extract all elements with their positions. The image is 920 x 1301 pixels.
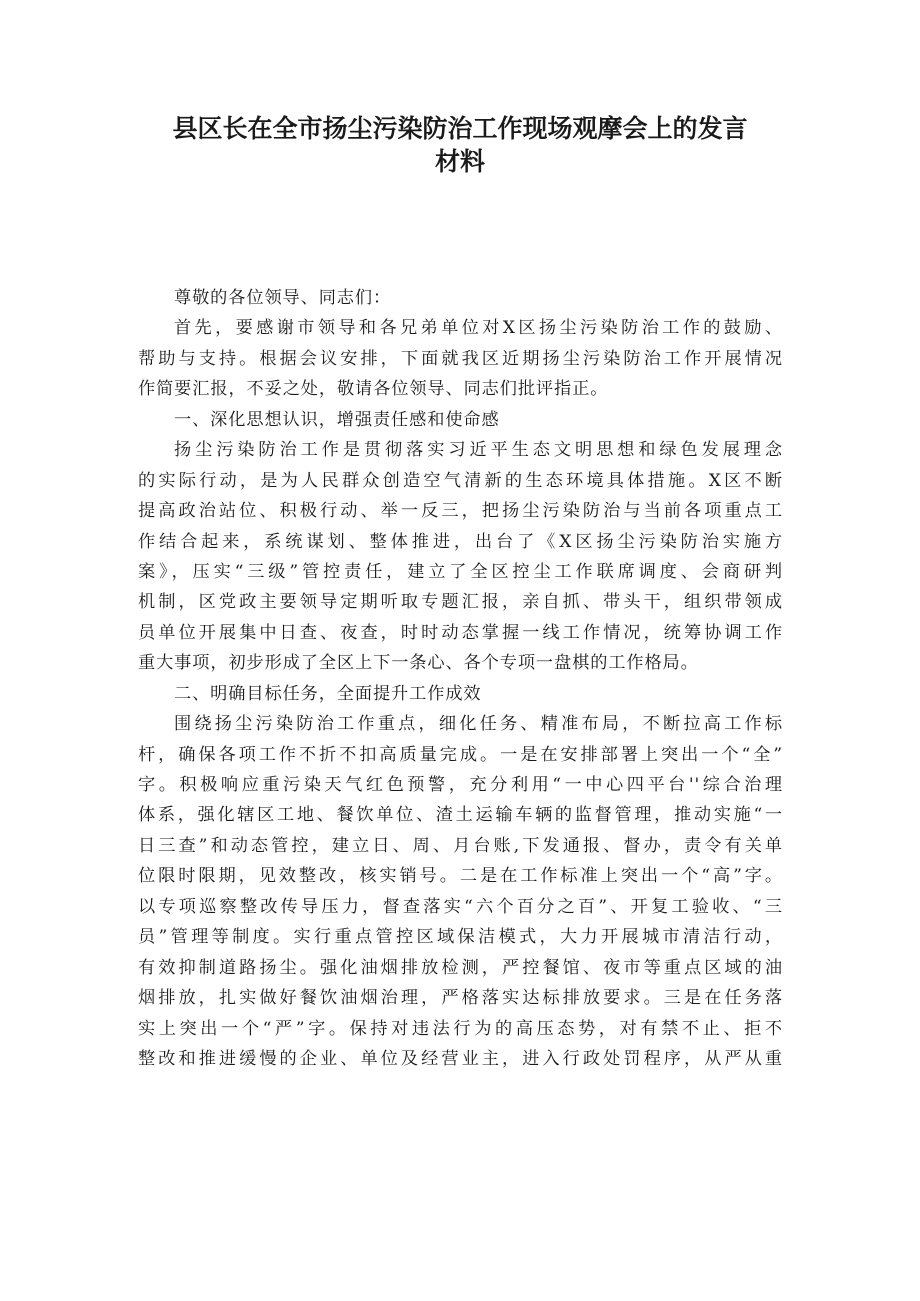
text-line: 员单位开展集中日查、夜查，时时动态掌握一线工作情况，统筹协调工作 [138,622,783,643]
text-line: 位限时限期，见效整改，核实销号。二是在工作标准上突出一个“高”字。 [138,866,783,887]
text-line: 围绕扬尘污染防治工作重点，细化任务、精准布局，不断拉高工作标 [174,714,783,735]
title-line-1: 县区长在全市扬尘污染防治工作现场观摩会上的发言 [172,114,748,143]
text-line: 一、深化思想认识，增强责任感和使命感 [174,409,500,430]
title-line-2: 材料 [434,147,485,176]
document-body [138,283,783,1074]
text-line: 以专项巡察整改传导压力，督查落实“六个百分之百”、开复工验收、“三 [138,896,783,917]
text-line: 尊敬的各位领导、同志们： [174,288,392,308]
text-line: 的实际行动，是为人民群众创造空气清新的生态环境具体措施。X区不断 [138,470,783,491]
text-line: 字。积极响应重污染天气红色预警，充分利用“一中心四平台''综合治理 [138,775,783,795]
text-line: 烟排放，扎实做好餐饮油烟治理，严格落实达标排放要求。三是在任务落 [138,988,783,1009]
text-line: 帮助与支持。根据会议安排，下面就我区近期扬尘污染防治工作开展情况 [138,348,783,369]
text-line: 有效抑制道路扬尘。强化油烟排放检测，严控餐馆、夜市等重点区域的油 [138,957,783,978]
text-line: 案》，压实“三级”管控责任，建立了全区控尘工作联席调度、会商研判 [138,561,783,582]
text-line: 作简要汇报，不妥之处，敬请各位领导、同志们批评指正。 [138,379,609,400]
text-line: 整改和推进缓慢的企业、单位及经营业主，进入行政处罚程序，从严从重 [138,1048,783,1069]
text-line: 杆，确保各项工作不折不扣高质量完成。一是在安排部署上突出一个“全” [138,744,783,765]
document-title [120,112,800,178]
text-line: 体系，强化辖区工地、餐饮单位、渣土运输车辆的监督管理，推动实施“一 [138,805,783,826]
text-line: 机制，区党政主要领导定期听取专题汇报，亲自抓、带头干，组织带领成 [138,592,783,613]
text-line: 二、明确目标任务，全面提升工作成效 [174,683,482,704]
text-line: 首先，要感谢市领导和各兄弟单位对X区扬尘污染防治工作的鼓励、 [174,318,783,339]
text-line: 员”管理等制度。实行重点管控区域保洁模式，大力开展城市清洁行动， [138,927,783,948]
text-line: 日三查”和动态管控，建立日、周、月台账,下发通报、督办，责令有关单 [138,835,783,856]
text-line: 重大事项，初步形成了全区上下一条心、各个专项一盘棋的工作格局。 [138,653,699,674]
text-line: 扬尘污染防治工作是贯彻落实习近平生态文明思想和绿色发展理念 [174,440,783,461]
text-line: 实上突出一个“严”字。保持对违法行为的高压态势，对有禁不止、拒不 [138,1018,783,1039]
text-line: 作结合起来，系统谋划、整体推进，出台了《X区扬尘污染防治实施方 [138,531,783,552]
text-line: 提高政治站位、积极行动、举一反三，把扬尘污染防治与当前各项重点工 [138,501,783,522]
